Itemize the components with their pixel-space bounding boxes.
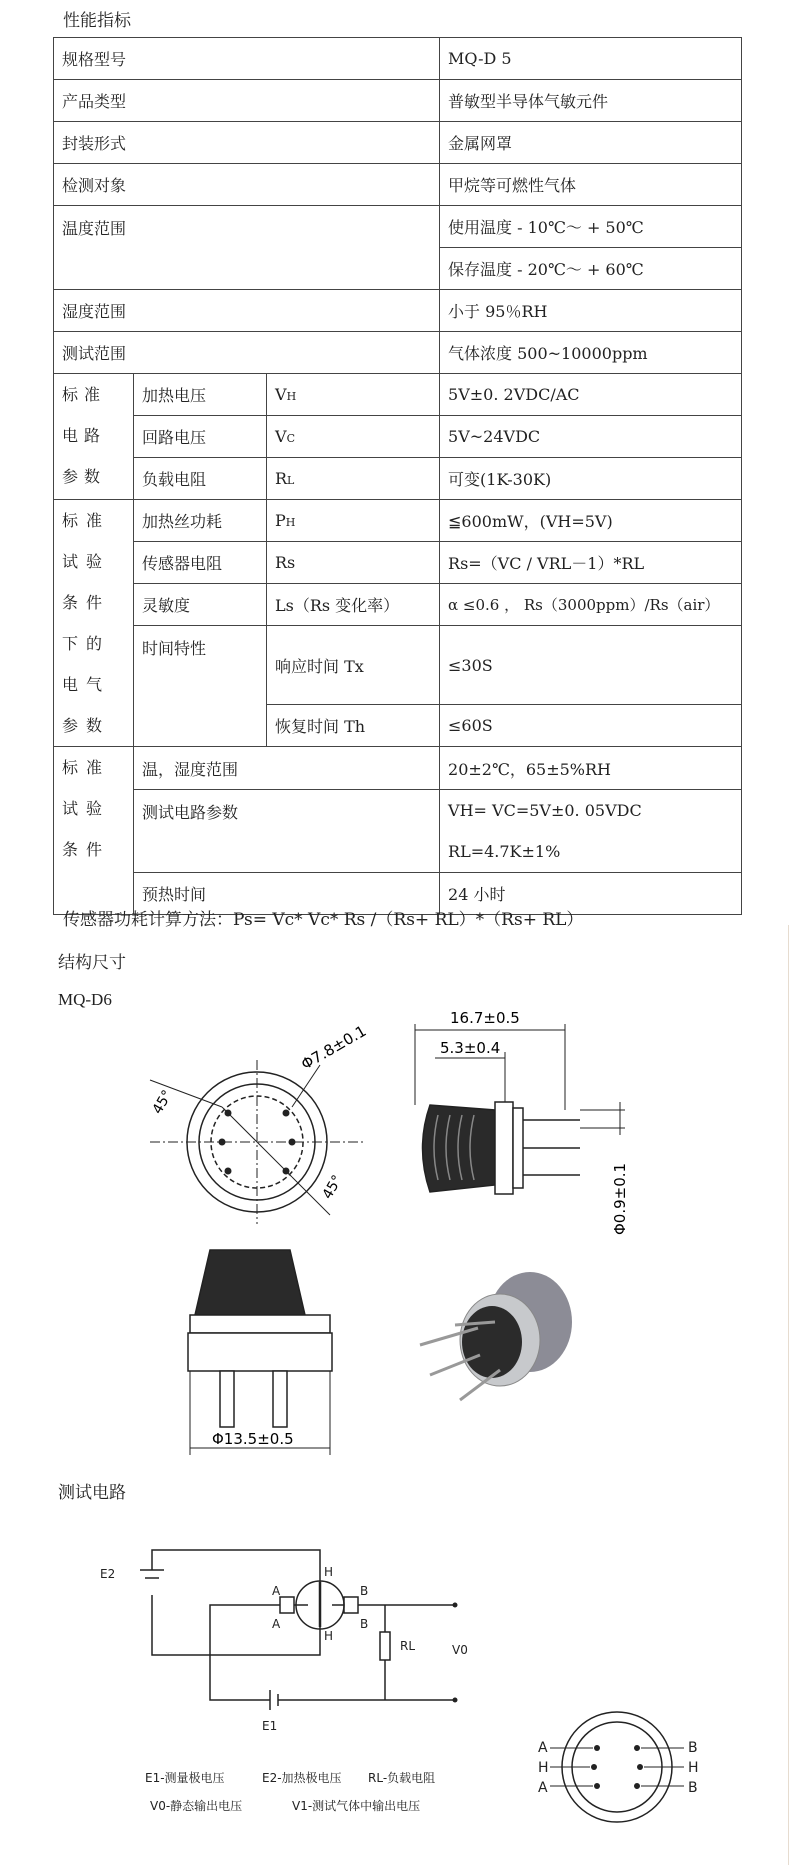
table-row xyxy=(54,332,742,374)
table-row xyxy=(54,290,742,332)
top-width-dimension: 16.7±0.5 xyxy=(450,1010,520,1027)
label-e1: E1 xyxy=(262,1719,278,1733)
angle-label-bottom: 45° xyxy=(319,1172,346,1202)
spec-label: 温度范围 xyxy=(54,206,440,290)
legend-v1: V1-测试气体中输出电压 xyxy=(292,1799,421,1813)
group-label-conditions: 标准试验条件 xyxy=(54,747,134,915)
table-row xyxy=(54,80,742,122)
table-row xyxy=(54,416,742,458)
param-symbol: Ls（Rs 变化率） xyxy=(267,584,440,626)
legend-rl: RL-负载电阻 xyxy=(368,1771,436,1785)
right-border-line xyxy=(788,925,789,1865)
pin-circle-dimension: Φ7.8±0.1 xyxy=(298,1021,370,1074)
pin-diameter-dimension: Φ0.9±0.1 xyxy=(611,1162,629,1235)
dimension-drawing xyxy=(0,1010,793,1480)
table-row xyxy=(54,374,742,416)
sensor-render-image xyxy=(420,1272,572,1400)
table-row xyxy=(54,626,742,705)
param-label: 预热时间 xyxy=(134,873,440,915)
param-value: 24 小时 xyxy=(440,873,742,915)
pin-label-b2: B xyxy=(688,1780,698,1796)
param-value: 20±2℃，65±5%RH xyxy=(440,747,742,790)
param-label: 加热电压 xyxy=(134,374,267,416)
group-label-electrical: 标准试验条件下的电气参数 xyxy=(54,500,134,747)
test-circuit-diagram xyxy=(0,1520,793,1865)
param-value: VH= VC=5V±0. 05VDC xyxy=(440,790,742,832)
param-value: ≤60S xyxy=(440,705,742,747)
angle-label-top: 45° xyxy=(149,1087,176,1117)
param-label: 温，湿度范围 xyxy=(134,747,440,790)
param-value: ≦600mW，(VH=5V) xyxy=(440,500,742,542)
pin-label-h2: H xyxy=(688,1760,699,1776)
pin-label-a1: A xyxy=(538,1740,548,1756)
spec-value: 甲烷等可燃性气体 xyxy=(440,164,742,206)
legend-e1: E1-测量极电压 xyxy=(145,1771,225,1785)
label-e2: E2 xyxy=(100,1567,116,1581)
label-h-top: H xyxy=(324,1565,334,1579)
label-h-bottom: H xyxy=(324,1629,334,1643)
pin-label-b1: B xyxy=(688,1740,698,1756)
spec-label: 测试范围 xyxy=(54,332,440,374)
legend-v0: V0-静态输出电压 xyxy=(150,1799,243,1813)
pinout-diagram xyxy=(550,1712,684,1822)
spec-value: 气体浓度 500~10000ppm xyxy=(440,332,742,374)
heading-test-circuit: 测试电路 xyxy=(58,1483,126,1503)
param-label: 传感器电阻 xyxy=(134,542,267,584)
param-symbol: VC xyxy=(267,416,440,458)
param-value: Rs=（VC / VRL－1）*RL xyxy=(440,542,742,584)
circuit-legend xyxy=(145,1770,435,1813)
spec-label: 检测对象 xyxy=(54,164,440,206)
spec-label: 产品类型 xyxy=(54,80,440,122)
table-row xyxy=(54,164,742,206)
param-value: 可变(1K-30K) xyxy=(440,458,742,500)
heading-structure: 结构尺寸 xyxy=(58,953,126,973)
param-symbol: PH xyxy=(267,500,440,542)
param-value: α ≤0.6 ， Rs（3000ppm）/Rs（air） xyxy=(440,584,742,626)
spec-value: 普敏型半导体气敏元件 xyxy=(440,80,742,122)
pinout-dots xyxy=(591,1745,643,1789)
group-label-circuit: 标准电路参数 xyxy=(54,374,134,500)
spec-value: 小于 95％RH xyxy=(440,290,742,332)
spec-value: 金属网罩 xyxy=(440,122,742,164)
legend-e2: E2-加热极电压 xyxy=(262,1771,342,1785)
param-symbol: Rs xyxy=(267,542,440,584)
label-a-bottom: A xyxy=(272,1617,281,1631)
label-b-bottom: B xyxy=(360,1617,369,1631)
spec-label: 封装形式 xyxy=(54,122,440,164)
body-diameter-dimension: Φ13.5±0.5 xyxy=(212,1430,294,1448)
spec-value: 使用温度 - 10℃～ + 50℃ xyxy=(440,206,742,248)
param-symbol: VH xyxy=(267,374,440,416)
label-rl: RL xyxy=(400,1639,416,1653)
param-label: 回路电压 xyxy=(134,416,267,458)
spec-label: 湿度范围 xyxy=(54,290,440,332)
param-label: 加热丝功耗 xyxy=(134,500,267,542)
param-label: 灵敏度 xyxy=(134,584,267,626)
power-formula: 传感器功耗计算方法：Ps= Vc* Vc* Rs /（Rs+ RL）*（Rs+ RL） xyxy=(63,910,584,930)
heading-model: MQ-D6 xyxy=(58,990,112,1009)
table-row xyxy=(54,206,742,248)
spec-label: 规格型号 xyxy=(54,38,440,80)
table-row xyxy=(54,458,742,500)
param-symbol: 响应时间 Tx xyxy=(267,626,440,705)
spec-value: MQ-D 5 xyxy=(440,38,742,80)
label-vo: V0 xyxy=(452,1643,468,1657)
param-value: 5V~24VDC xyxy=(440,416,742,458)
spec-value: 保存温度 - 20℃～ + 60℃ xyxy=(440,248,742,290)
param-value: RL=4.7K±1% xyxy=(440,831,742,873)
circuit-wiring xyxy=(140,1550,455,1710)
param-label: 时间特性 xyxy=(134,626,267,747)
front-view-drawing xyxy=(188,1250,332,1455)
pin-label-h1: H xyxy=(538,1760,549,1776)
label-a-top: A xyxy=(272,1584,281,1598)
table-row xyxy=(54,500,742,542)
label-b-top: B xyxy=(360,1584,369,1598)
table-row xyxy=(54,584,742,626)
param-label: 测试电路参数 xyxy=(134,790,440,873)
param-value: 5V±0. 2VDC/AC xyxy=(440,374,742,416)
param-value: ≤30S xyxy=(440,626,742,705)
heading-performance: 性能指标 xyxy=(63,11,131,31)
table-row xyxy=(54,790,742,832)
mid-width-dimension: 5.3±0.4 xyxy=(440,1039,501,1057)
circuit-labels xyxy=(100,1565,468,1733)
pin-label-a2: A xyxy=(538,1780,548,1796)
param-symbol: 恢复时间 Th xyxy=(267,705,440,747)
param-symbol: RL xyxy=(267,458,440,500)
table-row xyxy=(54,38,742,80)
spec-table xyxy=(53,37,742,915)
table-row xyxy=(54,542,742,584)
param-label: 负载电阻 xyxy=(134,458,267,500)
table-row xyxy=(54,122,742,164)
table-row xyxy=(54,747,742,790)
